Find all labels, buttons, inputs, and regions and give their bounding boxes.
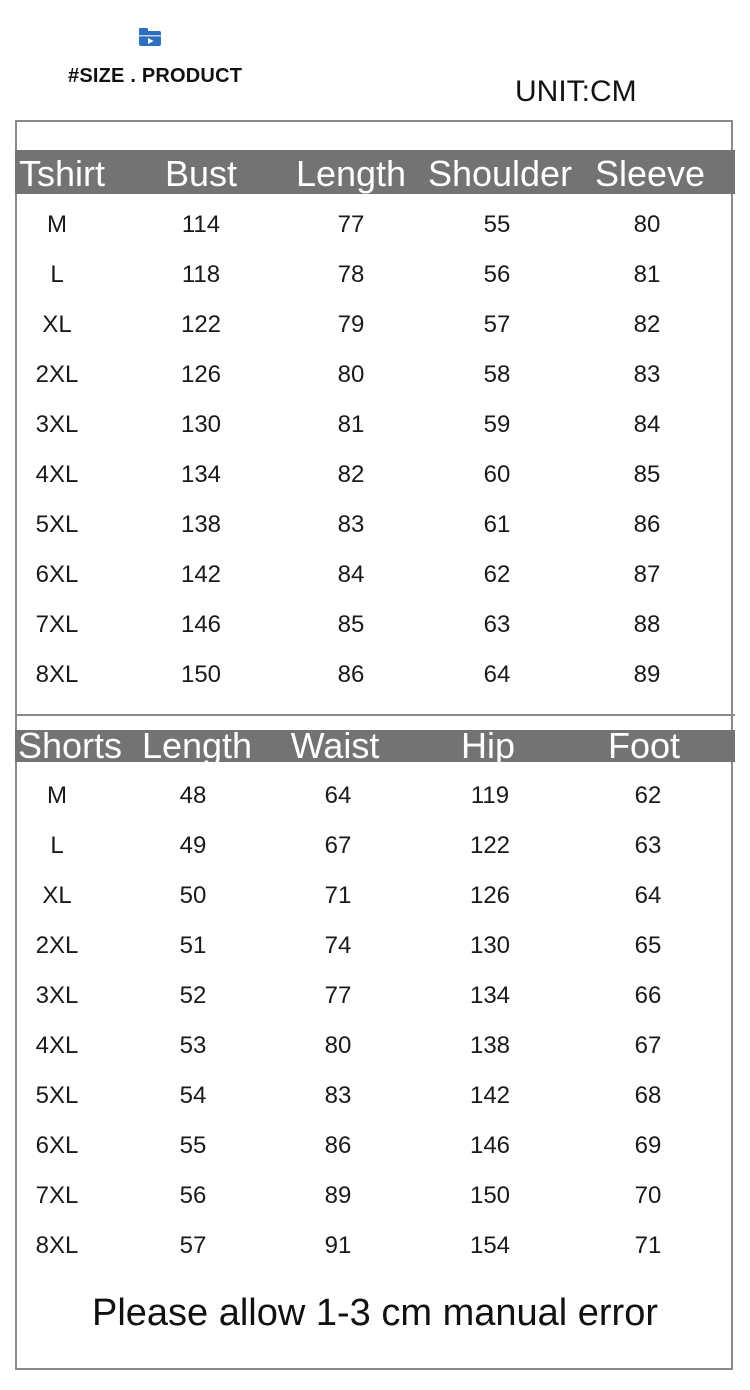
shorts-table-row: [15, 1071, 735, 1121]
shorts-value-cell: 67: [634, 1032, 662, 1059]
shorts-value-cell: 154: [469, 1232, 511, 1259]
shorts-value-cell: 52: [179, 982, 207, 1009]
shorts-value-cell: 55: [179, 1132, 207, 1159]
shorts-header-row: [15, 725, 735, 766]
tshirt-value-cell: 81: [337, 411, 365, 438]
shorts-value-cell: 64: [634, 882, 662, 909]
shorts-table-row: [15, 1221, 735, 1271]
tshirt-value-cell: 122: [180, 311, 222, 338]
tshirt-value-cell: 85: [337, 611, 365, 638]
tshirt-value-cell: 59: [483, 411, 511, 438]
tshirt-value-cell: 130: [180, 411, 222, 438]
tshirt-table-row: [15, 200, 735, 250]
page-title: #SIZE . PRODUCT: [68, 65, 243, 87]
tshirt-value-cell: 87: [633, 561, 661, 588]
shorts-size-cell: 5XL: [35, 1082, 79, 1109]
shorts-value-cell: 83: [324, 1082, 352, 1109]
tshirt-value-cell: 58: [483, 361, 511, 388]
tshirt-value-cell: 83: [337, 511, 365, 538]
tshirt-value-cell: 80: [633, 211, 661, 238]
shorts-value-cell: 68: [634, 1082, 662, 1109]
shorts-value-cell: 57: [179, 1232, 207, 1259]
tshirt-table-row: [15, 500, 735, 550]
shorts-value-cell: 74: [324, 932, 352, 959]
tshirt-rows: [15, 200, 735, 700]
tshirt-value-cell: 64: [483, 661, 511, 688]
shorts-value-cell: 48: [179, 782, 207, 809]
shorts-value-cell: 54: [179, 1082, 207, 1109]
shorts-value-cell: 122: [469, 832, 511, 859]
tshirt-value-cell: 142: [180, 561, 222, 588]
section-divider: [15, 714, 735, 716]
shorts-header-cell: Foot: [607, 725, 681, 766]
tshirt-value-cell: 146: [180, 611, 222, 638]
tshirt-value-cell: 126: [180, 361, 222, 388]
tshirt-value-cell: 81: [633, 261, 661, 288]
shorts-rows: [15, 771, 735, 1271]
tshirt-table-row: [15, 350, 735, 400]
shorts-header-cell: Shorts: [17, 725, 123, 766]
tshirt-value-cell: 78: [337, 261, 365, 288]
shorts-size-cell: M: [47, 782, 67, 809]
tshirt-size-cell: M: [47, 211, 67, 238]
tshirt-value-cell: 86: [633, 511, 661, 538]
shorts-value-cell: 77: [324, 982, 352, 1009]
tshirt-value-cell: 138: [180, 511, 222, 538]
shorts-table-row: [15, 921, 735, 971]
shorts-value-cell: 49: [179, 832, 207, 859]
tshirt-value-cell: 88: [633, 611, 661, 638]
tshirt-header-cell: Shoulder: [427, 153, 573, 194]
tshirt-value-cell: 80: [337, 361, 365, 388]
shorts-size-cell: 7XL: [35, 1182, 79, 1209]
shorts-value-cell: 91: [324, 1232, 352, 1259]
tshirt-value-cell: 61: [483, 511, 511, 538]
shorts-value-cell: 80: [324, 1032, 352, 1059]
tshirt-table-row: [15, 600, 735, 650]
shorts-value-cell: 89: [324, 1182, 352, 1209]
shorts-value-cell: 71: [324, 882, 352, 909]
shorts-value-cell: 71: [634, 1232, 662, 1259]
shorts-value-cell: 70: [634, 1182, 662, 1209]
shorts-table-row: [15, 1021, 735, 1071]
tshirt-size-cell: 8XL: [35, 661, 79, 688]
tshirt-value-cell: 79: [337, 311, 365, 338]
shorts-value-cell: 150: [469, 1182, 511, 1209]
shorts-value-cell: 62: [634, 782, 662, 809]
shorts-value-cell: 67: [324, 832, 352, 859]
shorts-size-cell: 8XL: [35, 1232, 79, 1259]
tshirt-value-cell: 86: [337, 661, 365, 688]
folder-play-icon: [138, 26, 162, 48]
shorts-table-row: [15, 1121, 735, 1171]
shorts-value-cell: 130: [469, 932, 511, 959]
tshirt-value-cell: 84: [633, 411, 661, 438]
shorts-size-cell: 3XL: [35, 982, 79, 1009]
shorts-value-cell: 56: [179, 1182, 207, 1209]
shorts-value-cell: 63: [634, 832, 662, 859]
tshirt-table-row: [15, 400, 735, 450]
tshirt-value-cell: 56: [483, 261, 511, 288]
shorts-size-cell: XL: [42, 882, 72, 909]
tshirt-value-cell: 82: [337, 461, 365, 488]
shorts-value-cell: 69: [634, 1132, 662, 1159]
shorts-value-cell: 138: [469, 1032, 511, 1059]
tshirt-size-cell: 2XL: [35, 361, 79, 388]
shorts-size-cell: 4XL: [35, 1032, 79, 1059]
tshirt-size-cell: 7XL: [35, 611, 79, 638]
tshirt-header-cell: Bust: [164, 153, 238, 194]
shorts-value-cell: 65: [634, 932, 662, 959]
tshirt-size-table: [15, 150, 735, 700]
tshirt-value-cell: 55: [483, 211, 511, 238]
shorts-size-cell: 2XL: [35, 932, 79, 959]
shorts-value-cell: 146: [469, 1132, 511, 1159]
tshirt-value-cell: 77: [337, 211, 365, 238]
shorts-size-table: [15, 725, 735, 1271]
tshirt-header-row: [15, 150, 735, 194]
tshirt-size-cell: 4XL: [35, 461, 79, 488]
tshirt-table-row: [15, 250, 735, 300]
tshirt-size-cell: 3XL: [35, 411, 79, 438]
shorts-table-row: [15, 871, 735, 921]
tshirt-value-cell: 85: [633, 461, 661, 488]
tshirt-size-cell: 6XL: [35, 561, 79, 588]
shorts-size-cell: L: [50, 832, 64, 859]
shorts-table-row: [15, 1171, 735, 1221]
tshirt-value-cell: 57: [483, 311, 511, 338]
tshirt-value-cell: 83: [633, 361, 661, 388]
tshirt-value-cell: 84: [337, 561, 365, 588]
footer-note: Please allow 1-3 cm manual error: [91, 1292, 658, 1334]
tshirt-table-row: [15, 450, 735, 500]
shorts-value-cell: 64: [324, 782, 352, 809]
tshirt-header-cell: Tshirt: [18, 153, 106, 194]
shorts-table-row: [15, 971, 735, 1021]
shorts-table-row: [15, 821, 735, 871]
tshirt-value-cell: 63: [483, 611, 511, 638]
tshirt-value-cell: 62: [483, 561, 511, 588]
shorts-header-cell: Hip: [460, 725, 516, 766]
tshirt-table-row: [15, 300, 735, 350]
tshirt-size-cell: L: [50, 261, 64, 288]
tshirt-header-cell: Sleeve: [594, 153, 706, 194]
shorts-value-cell: 119: [470, 782, 510, 809]
shorts-value-cell: 126: [469, 882, 511, 909]
shorts-value-cell: 66: [634, 982, 662, 1009]
shorts-size-cell: 6XL: [35, 1132, 79, 1159]
shorts-value-cell: 134: [469, 982, 511, 1009]
tshirt-table-row: [15, 550, 735, 600]
shorts-value-cell: 86: [324, 1132, 352, 1159]
shorts-value-cell: 50: [179, 882, 207, 909]
shorts-header-cell: Length: [141, 725, 253, 766]
tshirt-value-cell: 114: [181, 211, 221, 238]
tshirt-size-cell: XL: [42, 311, 72, 338]
shorts-value-cell: 142: [469, 1082, 511, 1109]
shorts-value-cell: 53: [179, 1032, 207, 1059]
shorts-table-row: [15, 771, 735, 821]
tshirt-value-cell: 118: [181, 261, 221, 288]
tshirt-value-cell: 89: [633, 661, 661, 688]
tshirt-value-cell: 82: [633, 311, 661, 338]
tshirt-value-cell: 134: [180, 461, 222, 488]
unit-label: UNIT:CM: [515, 75, 637, 108]
tshirt-value-cell: 150: [180, 661, 222, 688]
tshirt-header-cell: Length: [295, 153, 407, 194]
tshirt-table-row: [15, 650, 735, 700]
tshirt-size-cell: 5XL: [35, 511, 79, 538]
shorts-value-cell: 51: [179, 932, 207, 959]
tshirt-value-cell: 60: [483, 461, 511, 488]
shorts-header-cell: Waist: [290, 725, 380, 766]
